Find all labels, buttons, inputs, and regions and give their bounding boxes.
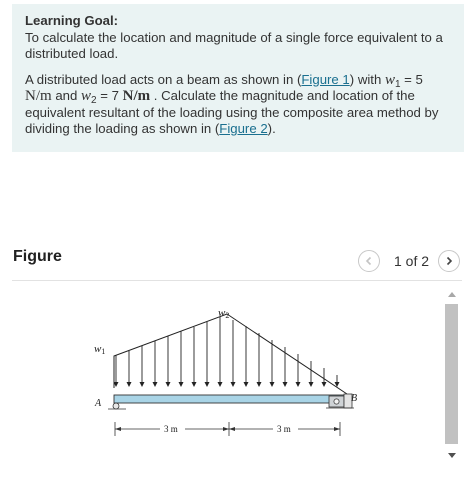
beam-diagram <box>90 296 370 446</box>
problem-text-4: . Calculate the magnitude and location of the equivalent resultant of the loading using the composite area method by dividing the loading as shown in ( <box>25 88 439 136</box>
problem-text-1: A distributed load acts on a beam as shown in ( <box>25 71 302 87</box>
beam <box>114 395 350 403</box>
problem-text-2: ) with <box>349 71 385 87</box>
load-arrows <box>114 317 340 387</box>
w1-subscript: 1 <box>394 78 401 90</box>
w2-equals: = 7 <box>96 88 123 103</box>
point-a-label: A <box>95 398 102 409</box>
chevron-left-icon <box>364 256 374 266</box>
w2-label: w2 <box>218 307 230 320</box>
learning-goal-panel <box>12 4 464 152</box>
support-a <box>108 403 126 409</box>
figure-heading: Figure <box>13 248 62 265</box>
w1-equals: = 5 <box>400 71 423 87</box>
support-b <box>326 394 354 408</box>
pager-text: 1 of 2 <box>394 253 430 269</box>
figure-2-link[interactable]: Figure 2 <box>219 121 268 136</box>
figure-divider <box>12 280 462 281</box>
w2-subscript: 2 <box>91 95 97 106</box>
figure-pager <box>358 249 460 273</box>
w2-symbol: w <box>81 88 92 104</box>
w2-unit: N/m <box>122 88 151 104</box>
next-figure-button[interactable] <box>438 250 460 272</box>
w1-symbol: w <box>384 71 395 88</box>
learning-goal-text: To calculate the location and magnitude of a single force equivalent to a distributed load. <box>25 29 443 61</box>
chevron-right-icon <box>444 256 454 266</box>
triangle-down-icon <box>448 453 456 459</box>
point-b-label: B <box>351 393 358 404</box>
scrollbar-thumb[interactable] <box>445 304 458 444</box>
problem-statement <box>25 72 451 138</box>
learning-goal-title: Learning Goal: <box>25 13 119 28</box>
figure-1-link[interactable]: Figure 1 <box>301 71 350 87</box>
scroll-down-button[interactable] <box>443 448 460 464</box>
problem-text-5: ). <box>267 121 276 136</box>
w1-label: w1 <box>94 343 106 356</box>
prev-figure-button[interactable] <box>358 250 380 272</box>
scroll-up-button[interactable] <box>443 286 460 302</box>
w1-unit: N/m <box>25 88 52 104</box>
dimension-left-label: 3 m <box>164 424 178 434</box>
figure-scrollbar[interactable] <box>443 286 460 464</box>
triangle-up-icon <box>448 291 456 297</box>
problem-text-3: and <box>51 88 82 103</box>
dimension-right-label: 3 m <box>277 424 291 434</box>
